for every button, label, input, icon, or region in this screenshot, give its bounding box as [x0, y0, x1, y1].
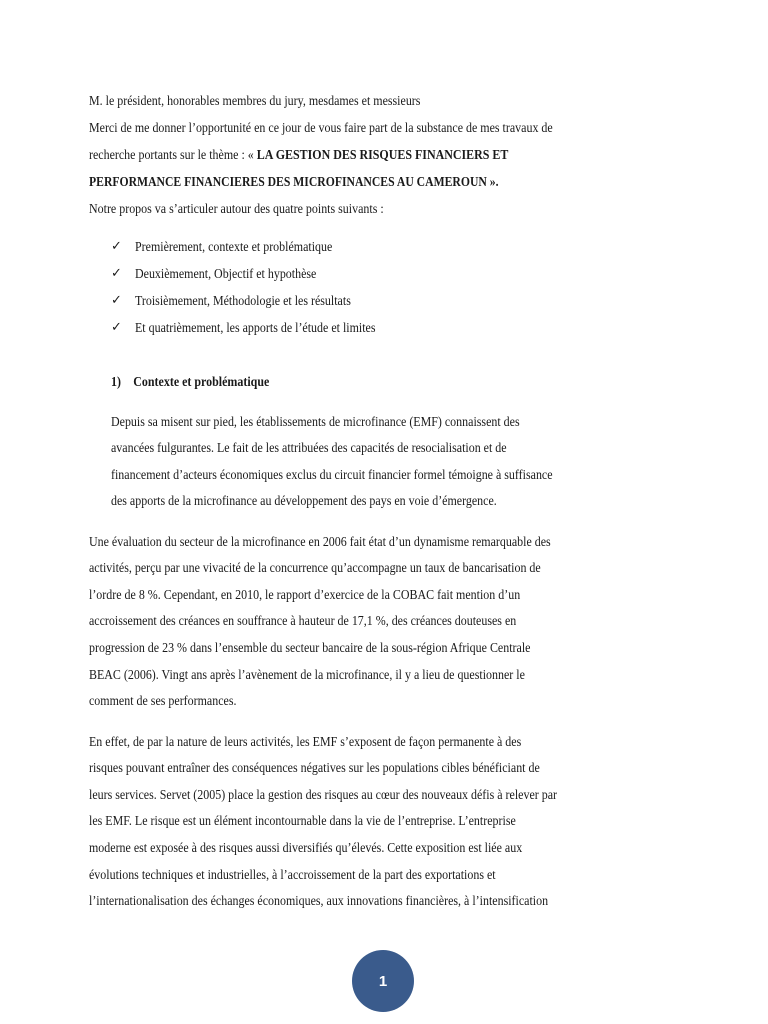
paragraph-line: BEAC (2006). Vingt ans après l’avènement de la microfinance, il y a lieu de questionner le [89, 667, 525, 682]
thesis-title-part-2: PERFORMANCE FINANCIERES DES MICROFINANCES AU CAMEROUN ». [89, 174, 499, 189]
paragraph-line: Une évaluation du secteur de la microfinance en 2006 fait état d’un dynamisme remarquable des [89, 534, 551, 549]
intro-line-5: Notre propos va s’articuler autour des quatre points suivants : [89, 201, 384, 216]
thesis-title-part-1: LA GESTION DES RISQUES FINANCIERS ET [256, 147, 509, 162]
intro-line-1: M. le président, honorables membres du jury, mesdames et messieurs [89, 93, 421, 108]
paragraph-line: avancées fulgurantes. Le fait de les attribuées des capacités de resocialisation et de [111, 440, 507, 455]
paragraph-line: Depuis sa misent sur pied, les établissements de microfinance (EMF) connaissent des [111, 414, 520, 429]
paragraph-line: les EMF. Le risque est un élément incontournable dans la vie de l’entreprise. L’entreprise [89, 813, 516, 828]
section-heading [111, 373, 269, 391]
paragraph-line: l’internationalisation des échanges économiques, aux innovations financières, à l’intensification [89, 893, 549, 908]
paragraph-line: l’ordre de 8 %. Cependant, en 2010, le rapport d’exercice de la COBAC fait mention d’un [89, 587, 521, 602]
paragraph-line: activités, perçu par une vivacité de la concurrence qu’accompagne un taux de bancarisation de [89, 560, 541, 575]
intro-line-3 [89, 146, 508, 164]
paragraph-line: progression de 23 % dans l’ensemble du secteur bancaire de la sous-région Afrique Centrale [89, 640, 531, 655]
list-item: Troisièmement, Méthodologie et les résultats [135, 293, 351, 308]
paragraph-line: accroissement des créances en souffrance à hauteur de 17,1 %, des créances douteuses en [89, 613, 517, 628]
paragraph-line: leurs services. Servet (2005) place la gestion des risques au cœur des nouveaux défis à relever par [89, 787, 558, 802]
intro-line-2: Merci de me donner l’opportunité en ce jour de vous faire part de la substance de mes travaux de [89, 120, 553, 135]
checkmark-icon: ✓ [111, 292, 122, 307]
list-item: Deuxièmement, Objectif et hypothèse [135, 266, 317, 281]
page-number: 1 [378, 972, 388, 990]
paragraph-line: financement d’acteurs économiques exclus du circuit financier formel témoigne à suffisance [111, 467, 553, 482]
list-item: Et quatrièmement, les apports de l’étude et limites [135, 320, 376, 335]
paragraph-line: comment de ses performances. [89, 693, 237, 708]
paragraph-line: risques pouvant entraîner des conséquences négatives sur les populations cibles bénéficiant de [89, 760, 540, 775]
section-title: Contexte et problématique [133, 374, 270, 389]
paragraph-line: En effet, de par la nature de leurs activités, les EMF s’exposent de façon permanente à des [89, 734, 522, 749]
paragraph-line: des apports de la microfinance au développement des pays en voie d’émergence. [111, 493, 497, 508]
paragraph-line: moderne est exposée à des risques aussi diversifiés qu’élevés. Cette exposition est liée aux [89, 840, 523, 855]
section-number: 1) [111, 374, 121, 389]
list-item: Premièrement, contexte et problématique [135, 239, 333, 254]
intro-line-3-text: recherche portants sur le thème : « [89, 147, 257, 162]
checkmark-icon: ✓ [111, 238, 122, 253]
checkmark-icon: ✓ [111, 319, 122, 334]
page-number-badge [352, 950, 414, 1012]
paragraph-line: évolutions techniques et industrielles, à l’accroissement de la part des exportations et [89, 867, 496, 882]
checkmark-icon: ✓ [111, 265, 122, 280]
